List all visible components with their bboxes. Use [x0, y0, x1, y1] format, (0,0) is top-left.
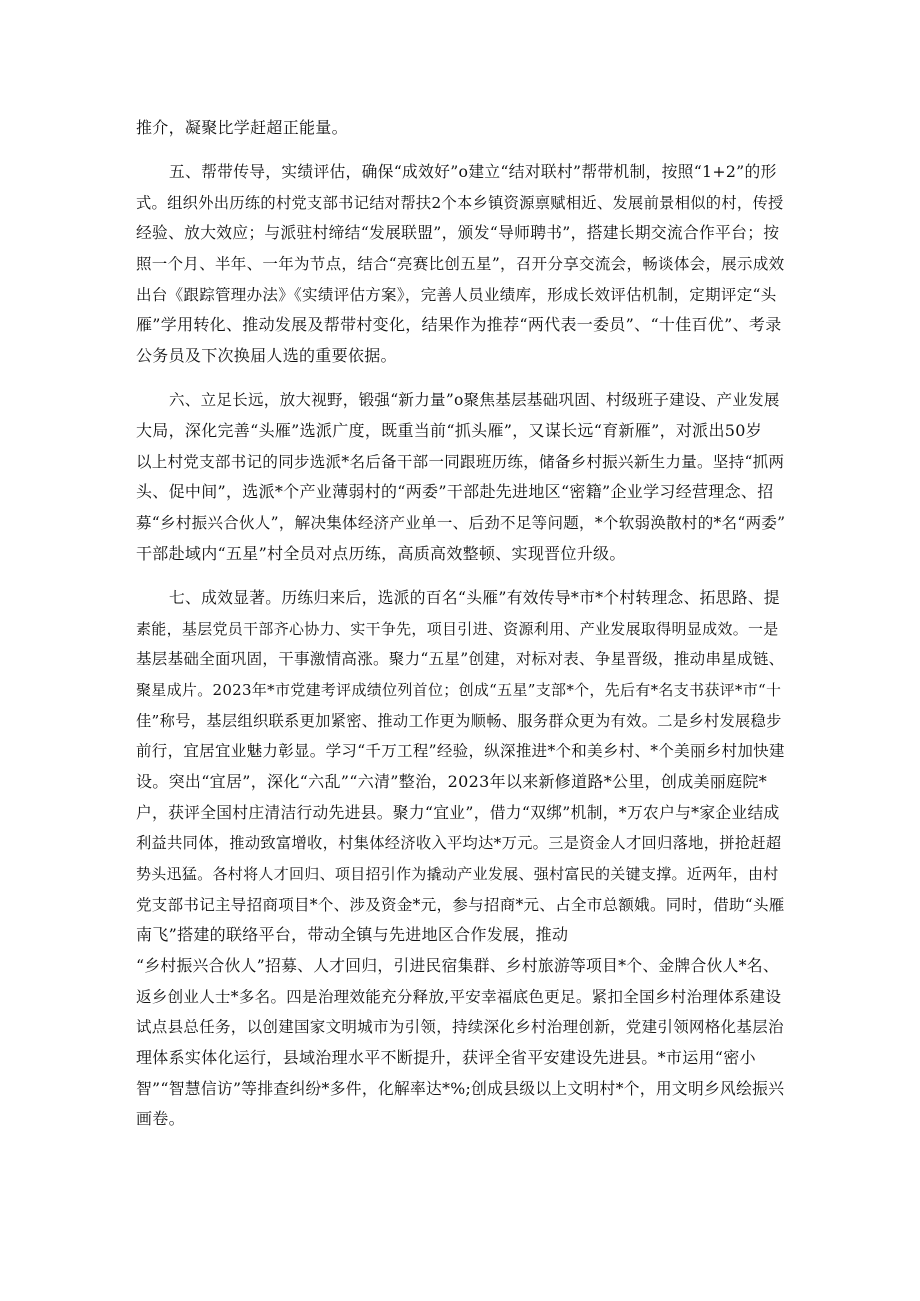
text-line: 推介，凝聚比学赶超正能量。 — [136, 118, 348, 137]
text-line: 大局，深化完善“头雁”选派广度，既重当前“抓头雁”，又谋长远“育新雁”，对派出50岁 — [136, 421, 763, 440]
text-line: 公务员及下次换届人选的重要依据。 — [136, 346, 397, 365]
text-line: 雁”学用转化、推动发展及帮带村变化，结果作为推荐“两代表一委员”、“十佳百优”、考录 — [136, 315, 782, 334]
paragraph-start-line: 六、立足长远，放大视野，锻强“新力量”o聚焦基层基础巩固、村级班子建设、产业发展 — [169, 391, 780, 409]
text-line: 照一个月、半年、一年为节点，结合“亮赛比创五星”，召开分享交流会，畅谈体会，展示成效 — [136, 255, 785, 273]
text-line: 南飞”搭建的联络平台，带动全镇与先进地区合作发展，推动 — [136, 925, 569, 944]
paragraph-start-line: 五、帮带传导，实绩评估，确保“成效好”o建立“结对联村”帮带机制，按照“1+2”的形 — [169, 162, 777, 181]
text-line: 势头迅猛。各村将人才回归、项目招引作为撬动产业发展、强村富民的关键支撑。近两年，由村 — [136, 865, 779, 883]
text-line: 设。突出“宜居”，深化“六乱”“六清”整治，2023年以来新修道路*公里，创成美丽庭院* — [136, 772, 767, 791]
text-line: 头、促中间”，选派*个产业薄弱村的“两委”干部赴先进地区“密籍”企业学习经营理念、招 — [136, 482, 774, 501]
text-line: 以上村党支部书记的同步选派*名后备干部一同跟班历练，储备乡村振兴新生力量。坚持“抓两 — [136, 453, 785, 471]
text-line: 智”“智慧信访”等排查纠纷*多件，化解率达*%;创成县级以上文明村*个，用文明乡风绘振兴 — [136, 1079, 785, 1098]
text-line: 素能，基层党员干部齐心协力、实干争先，项目引进、资源利用、产业发展取得明显成效。一是 — [136, 620, 779, 638]
text-line: 式。组织外出历练的村党支部书记结对帮扶2个本乡镇资源禀赋相近、发展前景相似的村，传授 — [136, 194, 784, 212]
text-line: 前行，宜居宜业魅力彰显。学习“千万工程”经验，纵深推进*个和美乡村、*个美丽乡村加快建 — [136, 742, 785, 760]
text-line: 基层基础全面巩固，干事激情高涨。聚力“五星”创建，对标对表、争星晋级，推动串星成链、 — [136, 650, 785, 668]
paragraph-start-line: 七、成效显著。历练归来后，选派的百名“头雁”有效传导*市*个村转理念、拓思路、提 — [169, 588, 780, 607]
text-line: 经验、放大效应；与派驻村缔结“发展联盟”，颁发“导师聘书”，搭建长期交流合作平台；按 — [136, 223, 780, 242]
text-line: “乡村振兴合伙人”招募、人才回归，引进民宿集群、乡村旅游等项目*个、金牌合伙人*名、 — [136, 956, 779, 975]
text-line: 募“乡村振兴合伙人”，解决集体经济产业单一、后劲不足等问题，*个软弱涣散村的*名“两委” — [136, 514, 786, 532]
text-line: 理体系实体化运行，县域治理水平不断提升，获评全省平安建设先进县。*市运用“密小 — [136, 1048, 756, 1067]
text-line: 利益共同体，推动致富增收，村集体经济收入平均达*万元。三是资金人才回归落地，拼抢赶超 — [136, 834, 782, 852]
text-line: 聚星成片。2023年*市党建考评成绩位列首位；创成“五星”支部*个，先后有*名支书获评*市“十 — [136, 681, 782, 699]
text-line: 试点县总任务，以创建国家文明城市为引领，持续深化乡村治理创新，党建引领网格化基层治 — [136, 1018, 784, 1036]
text-line: 返乡创业人士*多名。四是治理效能充分释放,平安幸福底色更足。紧扣全国乡村治理体系建设 — [136, 988, 782, 1006]
text-line: 佳”称号，基层组织联系更加紧密、推动工作更为顺畅、服务群众更为有效。二是乡村发展稳步 — [136, 712, 782, 730]
text-line: 画卷。 — [136, 1109, 185, 1128]
text-line: 出台《跟踪管理办法》《实绩评估方案》，完善人员业绩库，形成长效评估机制，定期评定“头 — [136, 286, 777, 304]
text-line: 干部赴域内“五星”村全员对点历练，高质高效整顿、实现晋位升级。 — [136, 544, 626, 563]
text-line: 党支部书记主导招商项目*个、涉及资金*元，参与招商*元、占全市总额娥。同时，借助“头雁 — [136, 896, 785, 914]
text-line: 户，获评全国村庄清洁行动先进县。聚力“宜业”，借力“双绑”机制，*万农户与*家企业结成 — [136, 803, 780, 822]
